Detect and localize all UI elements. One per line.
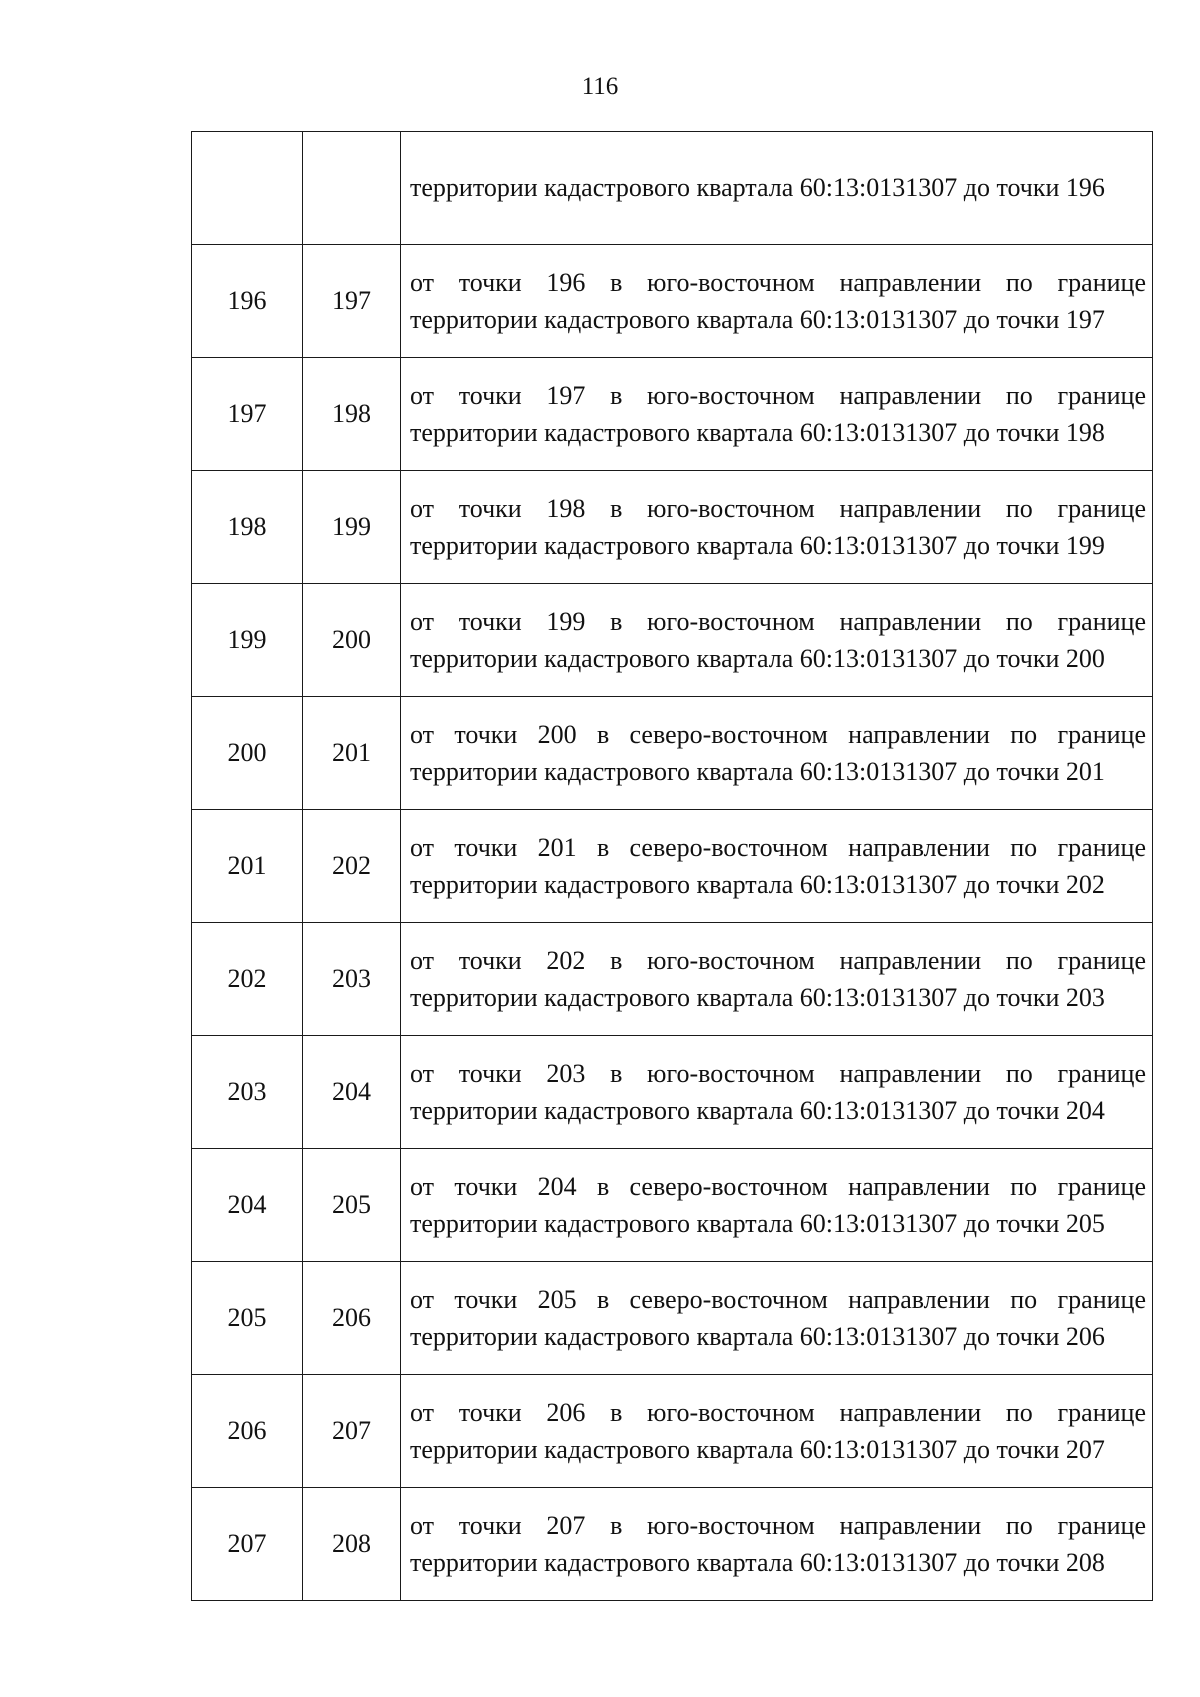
page-number: 116 [581,73,619,100]
description-cell: от точки 196 в юго-восточном направлении по границе территории кадастрового квартала 60:13:0131307 до точки 197 [401,245,1153,358]
description-cell: от точки 206 в юго-восточном направлении по границе территории кадастрового квартала 60:13:0131307 до точки 207 [401,1375,1153,1488]
from-point-cell: 198 [192,471,303,584]
table-row [192,1036,1153,1149]
from-point-cell: 203 [192,1036,303,1149]
description-cell: от точки 205 в северо-восточном направлении по границе территории кадастрового квартала 60:13:0131307 до точки 206 [401,1262,1153,1375]
table-row [192,1149,1153,1262]
table-row [192,923,1153,1036]
description-cell: от точки 200 в северо-восточном направлении по границе территории кадастрового квартала 60:13:0131307 до точки 201 [401,697,1153,810]
to-point-cell: 199 [303,471,401,584]
from-point-cell: 205 [192,1262,303,1375]
description-cell: от точки 203 в юго-восточном направлении по границе территории кадастрового квартала 60:13:0131307 до точки 204 [401,1036,1153,1149]
table-row [192,697,1153,810]
table-row [192,358,1153,471]
to-point-cell: 207 [303,1375,401,1488]
table-row [192,1488,1153,1601]
from-point-cell: 197 [192,358,303,471]
description-cell: от точки 199 в юго-восточном направлении по границе территории кадастрового квартала 60:13:0131307 до точки 200 [401,584,1153,697]
description-cell: от точки 198 в юго-восточном направлении по границе территории кадастрового квартала 60:13:0131307 до точки 199 [401,471,1153,584]
table-row [192,584,1153,697]
to-point-cell [303,132,401,245]
to-point-cell: 201 [303,697,401,810]
to-point-cell: 200 [303,584,401,697]
to-point-cell: 203 [303,923,401,1036]
description-cell: от точки 202 в юго-восточном направлении по границе территории кадастрового квартала 60:13:0131307 до точки 203 [401,923,1153,1036]
to-point-cell: 205 [303,1149,401,1262]
from-point-cell: 201 [192,810,303,923]
from-point-cell: 204 [192,1149,303,1262]
table-row [192,471,1153,584]
from-point-cell: 200 [192,697,303,810]
to-point-cell: 198 [303,358,401,471]
to-point-cell: 197 [303,245,401,358]
description-cell: от точки 207 в юго-восточном направлении по границе территории кадастрового квартала 60:13:0131307 до точки 208 [401,1488,1153,1601]
to-point-cell: 202 [303,810,401,923]
description-cell: территории кадастрового квартала 60:13:0131307 до точки 196 [401,132,1153,245]
from-point-cell: 199 [192,584,303,697]
from-point-cell: 206 [192,1375,303,1488]
to-point-cell: 208 [303,1488,401,1601]
from-point-cell: 207 [192,1488,303,1601]
from-point-cell: 196 [192,245,303,358]
table-row [192,1262,1153,1375]
table-row [192,1375,1153,1488]
from-point-cell [192,132,303,245]
from-point-cell: 202 [192,923,303,1036]
to-point-cell: 204 [303,1036,401,1149]
boundary-description-table [191,131,1153,1601]
description-cell: от точки 204 в северо-восточном направлении по границе территории кадастрового квартала 60:13:0131307 до точки 205 [401,1149,1153,1262]
table-row [192,245,1153,358]
description-cell: от точки 197 в юго-восточном направлении по границе территории кадастрового квартала 60:13:0131307 до точки 198 [401,358,1153,471]
description-cell: от точки 201 в северо-восточном направлении по границе территории кадастрового квартала 60:13:0131307 до точки 202 [401,810,1153,923]
to-point-cell: 206 [303,1262,401,1375]
table-row-continuation [192,132,1153,245]
table-row [192,810,1153,923]
